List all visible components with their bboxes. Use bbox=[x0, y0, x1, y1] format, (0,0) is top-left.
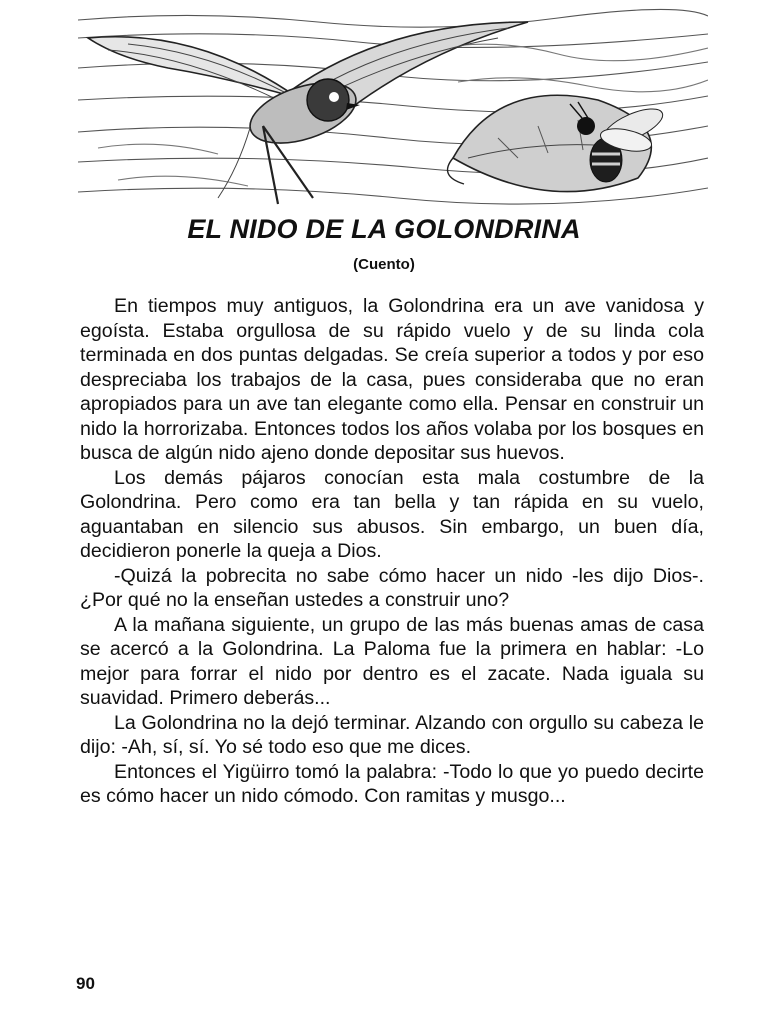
story-paragraph: -Quizá la pobrecita no sabe cómo hacer un nido -les dijo Dios-. ¿Por qué no la enseñan ustedes a construir uno? bbox=[80, 564, 704, 611]
story-paragraph: A la mañana siguiente, un grupo de las más buenas amas de casa se acercó a la Golondrina. La Paloma fue la primera en hablar: -Lo mejor para forrar el nido por dentro es el zacate. Nada iguala su suavidad. Primero deberás... bbox=[80, 613, 704, 709]
story-subtitle: (Cuento) bbox=[353, 256, 415, 273]
story-title: EL NIDO DE LA GOLONDRINA bbox=[187, 214, 581, 244]
story-paragraph: En tiempos muy antiguos, la Golondrina era un ave vanidosa y egoísta. Estaba orgullosa de su rápido vuelo y de su linda cola terminada en dos puntas delgadas. Se creía superior a todos y por eso despreciaba los trabajos de la casa, pues consideraba que no eran apropiados para un ave tan elegante como ella. Pensar en construir un nido la horrorizaba. Entonces todos los años volaba por los bosques en busca de algún nido ajeno donde depositar sus huevos. bbox=[80, 295, 704, 464]
story-paragraph: Entonces el Yigüirro tomó la palabra: -Todo lo que yo puedo decirte es cómo hacer un nido cómodo. Con ramitas y musgo... bbox=[80, 760, 704, 807]
story-paragraph: Los demás pájaros conocían esta mala costumbre de la Golondrina. Pero como era tan bella y tan rápida en su vuelo, aguantaban en silencio sus abusos. Sin embargo, un buen día, decidieron ponerle la queja a Dios. bbox=[80, 466, 704, 562]
page-number: 90 bbox=[76, 974, 95, 993]
story-body bbox=[80, 294, 704, 809]
story-paragraph: La Golondrina no la dejó terminar. Alzando con orgullo su cabeza le dijo: -Ah, sí, sí. Yo sé todo eso que me dices. bbox=[80, 711, 704, 758]
header-illustration bbox=[78, 8, 708, 210]
